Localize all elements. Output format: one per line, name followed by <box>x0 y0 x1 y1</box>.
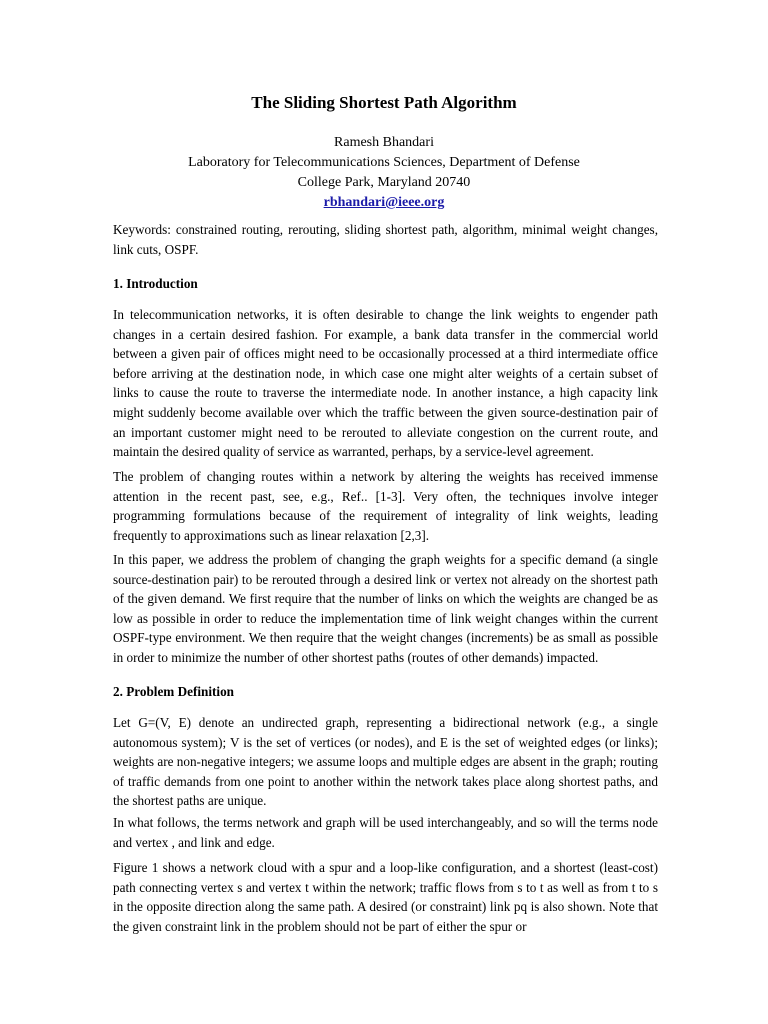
author-name: Ramesh Bhandari <box>334 135 434 150</box>
author-block <box>0 133 768 213</box>
intro-heading: 1. Introduction <box>113 276 198 291</box>
paper-title: The Sliding Shortest Path Algorithm <box>251 93 517 112</box>
author-address: College Park, Maryland 20740 <box>297 175 471 190</box>
problem-definition-heading: 2. Problem Definition <box>113 684 234 699</box>
problem-paragraph-1: Let G=(V, E) denote an undirected graph, representing a bidirectional network (e.g., a single autonomous system); V is the set of vertices (or nodes), and E is the set of weighted edges (or links); weights are non-negative integers; we assume loops and multiple edges are absent in the graph; routing of traffic demands from one point to another within the network takes place along shortest paths, and the shortest paths are unique. <box>113 715 658 809</box>
intro-paragraph-3: In this paper, we address the problem of changing the graph weights for a specific demand (a single source-destination pair) to be rerouted through a desired link or vertex not already on the shortest path of the given demand. We first require that the number of links on which the weights are changed be as low as possible in order to reduce the implementation time of link weight changes within the current OSPF-type environment. We then require that the weight changes (increments) be as small as possible in order to minimize the number of other shortest paths (routes of other demands) impacted. <box>113 552 658 665</box>
author-affiliation: Laboratory for Telecommunications Sciences, Department of Defense <box>188 155 580 170</box>
intro-paragraph-1: In telecommunication networks, it is often desirable to change the link weights to engender path changes in a certain desired fashion. For example, a bank data transfer in the commercial world between a given pair of offices might need to be occasionally processed at a third intermediate office before arriving at the destination node, in which case one might alter weights of a certain subset of links to cause the route to traverse the intermediate node. In another instance, a high capacity link might suddenly become available over which the traffic between the given source-destination pair of an important customer might need to be rerouted to alleviate congestion on the current route, and maintain the desired quality of service as warranted, perhaps, by a service-level agreement. <box>113 307 658 460</box>
keywords-paragraph: Keywords: constrained routing, rerouting, sliding shortest path, algorithm, minimal weight changes, link cuts, OSPF. <box>113 222 658 257</box>
problem-paragraph-3: Figure 1 shows a network cloud with a spur and a loop-like configuration, and a shortest (least-cost) path connecting vertex s and vertex t within the network; traffic flows from s to t as well as from t to s in the opposite direction along the same path. A desired (or constraint) link pq is also shown. Note that the given constraint link in the problem should not be part of either the spur or <box>113 860 658 934</box>
problem-paragraph-2: In what follows, the terms network and graph will be used interchangeably, and so will the terms node and vertex , and link and edge. <box>113 815 658 850</box>
intro-paragraph-2: The problem of changing routes within a network by altering the weights has received immense attention in the recent past, see, e.g., Ref.. [1-3]. Very often, the techniques involve integer programming formulations because of the requirement of integrality of link weights, leading frequently to approximations such as linear relaxation [2,3]. <box>113 469 658 543</box>
author-email-link[interactable]: rbhandari@ieee.org <box>323 195 445 210</box>
